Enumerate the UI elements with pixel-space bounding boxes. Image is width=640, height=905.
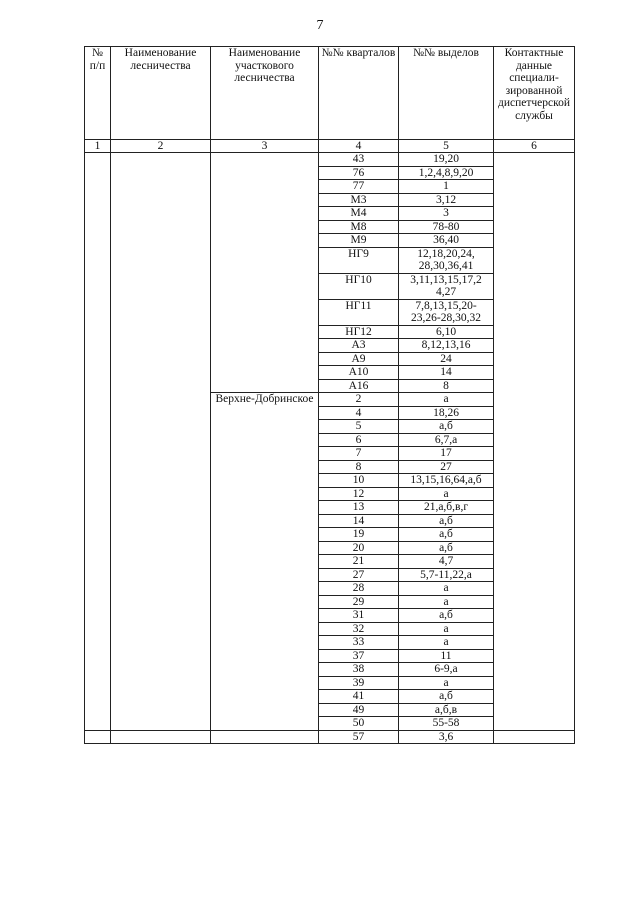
quarter-number: М8 — [319, 220, 399, 234]
forestry-cell-empty — [111, 153, 211, 731]
allotment-numbers: а — [399, 622, 494, 636]
allotment-numbers: 5,7-11,22,а — [399, 568, 494, 582]
allotment-numbers: 3,6 — [399, 730, 494, 744]
quarter-number: 50 — [319, 717, 399, 731]
column-number: 3 — [211, 140, 319, 153]
subdistrict-cell-empty — [211, 153, 319, 393]
allotment-numbers: а — [399, 676, 494, 690]
quarter-number: М3 — [319, 193, 399, 207]
allotment-numbers: а,б — [399, 514, 494, 528]
allotment-numbers: 8 — [399, 379, 494, 393]
quarter-number: А16 — [319, 379, 399, 393]
number-cell-empty — [85, 153, 111, 731]
quarter-number: 21 — [319, 555, 399, 569]
allotment-numbers: 3,11,13,15,17,2 4,27 — [399, 273, 494, 299]
quarter-number: 20 — [319, 541, 399, 555]
allotment-numbers: 6,10 — [399, 325, 494, 339]
header-col-3: Наименование участкового лесничества — [211, 47, 319, 140]
allotment-numbers: 8,12,13,16 — [399, 339, 494, 353]
allotment-numbers: а,б — [399, 609, 494, 623]
quarter-number: 12 — [319, 487, 399, 501]
allotment-numbers: 19,20 — [399, 153, 494, 167]
allotment-numbers: 12,18,20,24, 28,30,36,41 — [399, 247, 494, 273]
quarter-number: 5 — [319, 420, 399, 434]
allotment-numbers: 4,7 — [399, 555, 494, 569]
allotment-numbers: 27 — [399, 460, 494, 474]
allotment-numbers: 1,2,4,8,9,20 — [399, 166, 494, 180]
quarter-number: НГ12 — [319, 325, 399, 339]
header-col-1: № п/п — [85, 47, 111, 140]
allotment-numbers: 6,7,а — [399, 433, 494, 447]
allotment-numbers: 21,а,б,в,г — [399, 501, 494, 515]
quarter-number: 37 — [319, 649, 399, 663]
header-col-4: №№ кварталов — [319, 47, 399, 140]
quarter-number: 77 — [319, 180, 399, 194]
quarter-number: 19 — [319, 528, 399, 542]
quarter-number: 33 — [319, 636, 399, 650]
allotment-numbers: а — [399, 636, 494, 650]
allotment-numbers: 55-58 — [399, 717, 494, 731]
column-number: 5 — [399, 140, 494, 153]
quarter-number: 4 — [319, 406, 399, 420]
allotment-numbers: а — [399, 595, 494, 609]
quarter-number: НГ10 — [319, 273, 399, 299]
allotment-numbers: 3,12 — [399, 193, 494, 207]
quarter-number: 43 — [319, 153, 399, 167]
allotment-numbers: 3 — [399, 207, 494, 221]
column-number-row — [85, 140, 575, 153]
quarter-number: 32 — [319, 622, 399, 636]
quarter-number: М4 — [319, 207, 399, 221]
quarter-number: 31 — [319, 609, 399, 623]
quarter-number: А3 — [319, 339, 399, 353]
header-col-6: Контактные данные специали-зированной диспетчерской службы — [494, 47, 575, 140]
subdistrict-cell-empty — [211, 730, 319, 744]
quarter-number: НГ11 — [319, 299, 399, 325]
quarter-number: 7 — [319, 447, 399, 461]
table-body — [85, 153, 575, 744]
quarter-number: 27 — [319, 568, 399, 582]
allotment-numbers: 36,40 — [399, 234, 494, 248]
allotment-numbers: а,б — [399, 541, 494, 555]
forestry-cell-empty — [111, 730, 211, 744]
quarter-number: 8 — [319, 460, 399, 474]
allotment-numbers: 78-80 — [399, 220, 494, 234]
quarter-number: М9 — [319, 234, 399, 248]
table-row — [85, 730, 575, 744]
quarter-number: 41 — [319, 690, 399, 704]
allotment-numbers: 14 — [399, 366, 494, 380]
forestry-table — [84, 46, 575, 744]
quarter-number: 13 — [319, 501, 399, 515]
quarter-number: 6 — [319, 433, 399, 447]
quarter-number: 10 — [319, 474, 399, 488]
quarter-number: 2 — [319, 393, 399, 407]
allotment-numbers: а,б — [399, 690, 494, 704]
column-number: 4 — [319, 140, 399, 153]
allotment-numbers: а,б — [399, 420, 494, 434]
quarter-number: НГ9 — [319, 247, 399, 273]
quarter-number: А9 — [319, 352, 399, 366]
allotment-numbers: 1 — [399, 180, 494, 194]
column-number: 6 — [494, 140, 575, 153]
allotment-numbers: а — [399, 582, 494, 596]
allotment-numbers: а,б — [399, 528, 494, 542]
contact-cell-empty — [494, 153, 575, 731]
quarter-number: 76 — [319, 166, 399, 180]
allotment-numbers: 13,15,16,64,а,б — [399, 474, 494, 488]
header-row — [85, 47, 575, 140]
header-col-5: №№ выделов — [399, 47, 494, 140]
contact-cell-empty — [494, 730, 575, 744]
allotment-numbers: а — [399, 393, 494, 407]
quarter-number: 14 — [319, 514, 399, 528]
quarter-number: 38 — [319, 663, 399, 677]
page-number: 7 — [316, 18, 324, 33]
allotment-numbers: а — [399, 487, 494, 501]
allotment-numbers: 7,8,13,15,20- 23,26-28,30,32 — [399, 299, 494, 325]
allotment-numbers: 24 — [399, 352, 494, 366]
allotment-numbers: 11 — [399, 649, 494, 663]
quarter-number: 28 — [319, 582, 399, 596]
number-cell-empty — [85, 730, 111, 744]
quarter-number: 57 — [319, 730, 399, 744]
allotment-numbers: 17 — [399, 447, 494, 461]
table-row — [85, 153, 575, 167]
allotment-numbers: 6-9,а — [399, 663, 494, 677]
subdistrict-name: Верхне-Добринское — [211, 393, 319, 731]
quarter-number: А10 — [319, 366, 399, 380]
column-number: 1 — [85, 140, 111, 153]
column-number: 2 — [111, 140, 211, 153]
allotment-numbers: а,б,в — [399, 703, 494, 717]
quarter-number: 49 — [319, 703, 399, 717]
header-col-2: Наименование лесничества — [111, 47, 211, 140]
quarter-number: 29 — [319, 595, 399, 609]
allotment-numbers: 18,26 — [399, 406, 494, 420]
quarter-number: 39 — [319, 676, 399, 690]
